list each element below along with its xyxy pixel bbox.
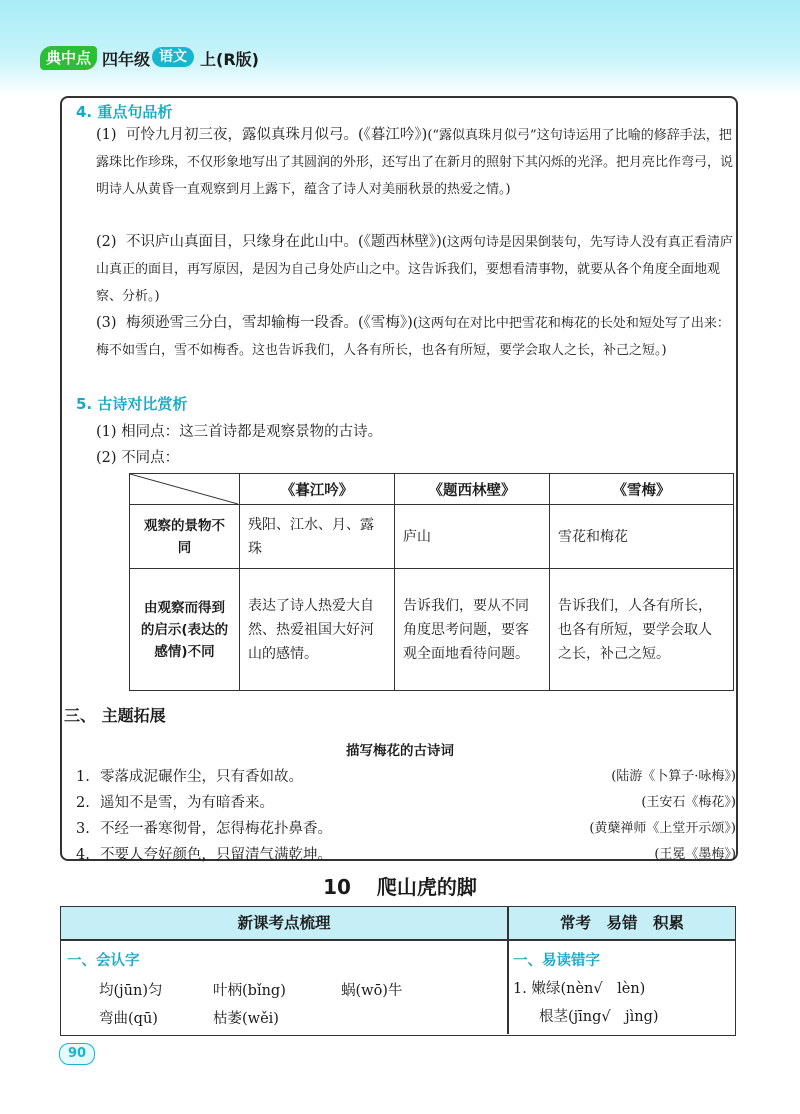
sentence-item [96, 310, 740, 364]
column-header: 《雪梅》 [550, 474, 734, 505]
subject-badge: 语文 [152, 47, 194, 67]
item-analysis: (这两句在对比中把雪花和梅花的长处和短处写了出来：梅不如雪白，雪不如梅香。这也告诉我们，人各有所长，也各有所短，要学会取人之长，补己之短。) [96, 316, 730, 358]
char-item: 叶柄(bǐng) [213, 983, 286, 999]
header-divider [61, 939, 735, 941]
column-header: 《题西林壁》 [395, 474, 550, 505]
header-volume: 上(R版) [200, 50, 259, 69]
item-number: (3) [96, 315, 117, 331]
poem-text: 零落成泥碾作尘，只有香如故。 [100, 769, 303, 785]
row-header: 由观察而得到的启示(表达的感情)不同 [130, 569, 240, 691]
poem-text: 不经一番寒彻骨，怎得梅花扑鼻香。 [100, 821, 332, 837]
lesson-box [60, 906, 736, 1036]
misread-item: 根茎(jīng√ jìng) [539, 1009, 659, 1025]
table-cell: 表达了诗人热爱大自然、热爱祖国大好河山的感情。 [240, 569, 395, 691]
lesson-name: 爬山虎的脚 [376, 875, 477, 899]
poem-item [76, 791, 736, 815]
sentence-item [96, 122, 740, 203]
char-item: 弯曲(qū) [99, 1011, 158, 1027]
lesson-number: 10 [323, 875, 351, 899]
lesson-title [0, 871, 800, 900]
diagonal-line [130, 474, 238, 504]
poem-number: 1. [76, 769, 90, 785]
diagonal-corner-cell [130, 474, 240, 505]
table-cell: 残阳、江水、月、露珠 [240, 505, 395, 569]
column-divider [507, 907, 509, 1034]
poem-number: 4. [76, 847, 90, 863]
similarity-line: (1) 相同点：这三首诗都是观察景物的古诗。 [96, 424, 383, 440]
table-cell: 告诉我们，要从不同角度思考问题，要客观全面地看待问题。 [395, 569, 550, 691]
new-lesson-points-header: 新课考点梳理 [61, 907, 507, 939]
item-quote: 可怜九月初三夜，露似真珠月似弓。 [126, 127, 358, 143]
page-number: 90 [59, 1043, 95, 1065]
difference-line: (2) 不同点： [96, 450, 180, 466]
char-item: 枯萎(wěi) [213, 1011, 279, 1027]
item-quote: 不识庐山真面目，只缘身在此山中。 [126, 234, 358, 250]
poem-item [76, 843, 736, 867]
item-analysis: (这两句诗是因果倒装句，先写诗人没有真正看清庐山真正的面目，再写原因，是因为自己身处庐山之中。这告诉我们，要想看清事物，就要从各个角度全面地观察、分析。) [96, 235, 733, 304]
column-header: 《暮江吟》 [240, 474, 395, 505]
section3-heading: 三、 主题拓展 [64, 706, 166, 725]
poem-number: 3. [76, 821, 90, 837]
poem-source: (王冕《墨梅》) [654, 847, 736, 862]
poem-source: (黄蘖禅师《上堂开示颂》) [589, 821, 736, 836]
brand-logo: 典中点 [40, 46, 97, 70]
misread-chars-heading: 一、易读错字 [513, 953, 600, 969]
char-item: 均(jūn)匀 [99, 983, 163, 999]
table-cell: 庐山 [395, 505, 550, 569]
comparison-table [129, 473, 734, 691]
poems-title: 描写梅花的古诗词 [346, 743, 454, 759]
poem-item [76, 765, 736, 789]
section5-heading: 5. 古诗对比赏析 [76, 395, 188, 413]
poem-source: (王安石《梅花》) [641, 795, 736, 810]
item-number: (2) [96, 234, 117, 250]
item-quote: 梅须逊雪三分白，雪却输梅一段香。 [126, 315, 358, 331]
recognize-chars-heading: 一、会认字 [67, 953, 140, 969]
item-analysis: (“露似真珠月似弓”这句诗运用了比喻的修辞手法，把露珠比作珍珠，不仅形象地写出了其圆润的外形，还写出了在新月的照射下其闪烁的光泽。把月亮比作弯弓，说明诗人从黄昏一直观察到月上露下，蕴含了诗人对美丽秋景的热爱之情。) [96, 128, 734, 197]
misread-item: 1. 嫩绿(nèn√ lèn) [513, 981, 646, 997]
table-cell: 告诉我们，人各有所长，也各有所短，要学会取人之长，补己之短。 [550, 569, 734, 691]
item-source: (《题西林壁》) [358, 234, 442, 250]
sentence-item [96, 229, 740, 310]
poem-item [76, 817, 736, 841]
item-source: (《雪梅》) [358, 315, 413, 331]
row-header: 观察的景物不同 [130, 505, 240, 569]
table-cell: 雪花和梅花 [550, 505, 734, 569]
item-number: (1) [96, 127, 117, 143]
poem-text: 不要人夸好颜色，只留清气满乾坤。 [100, 847, 332, 863]
poem-number: 2. [76, 795, 90, 811]
common-errors-header: 常考 易错 积累 [509, 907, 735, 939]
section4-heading: 4. 重点句品析 [76, 103, 173, 121]
poem-text: 遥知不是雪，为有暗香来。 [100, 795, 274, 811]
header-grade: 四年级 [102, 50, 151, 69]
poem-source: (陆游《卜算子·咏梅》) [611, 769, 736, 784]
item-source: (《暮江吟》) [358, 127, 428, 143]
char-item: 蜗(wō)牛 [341, 983, 403, 999]
